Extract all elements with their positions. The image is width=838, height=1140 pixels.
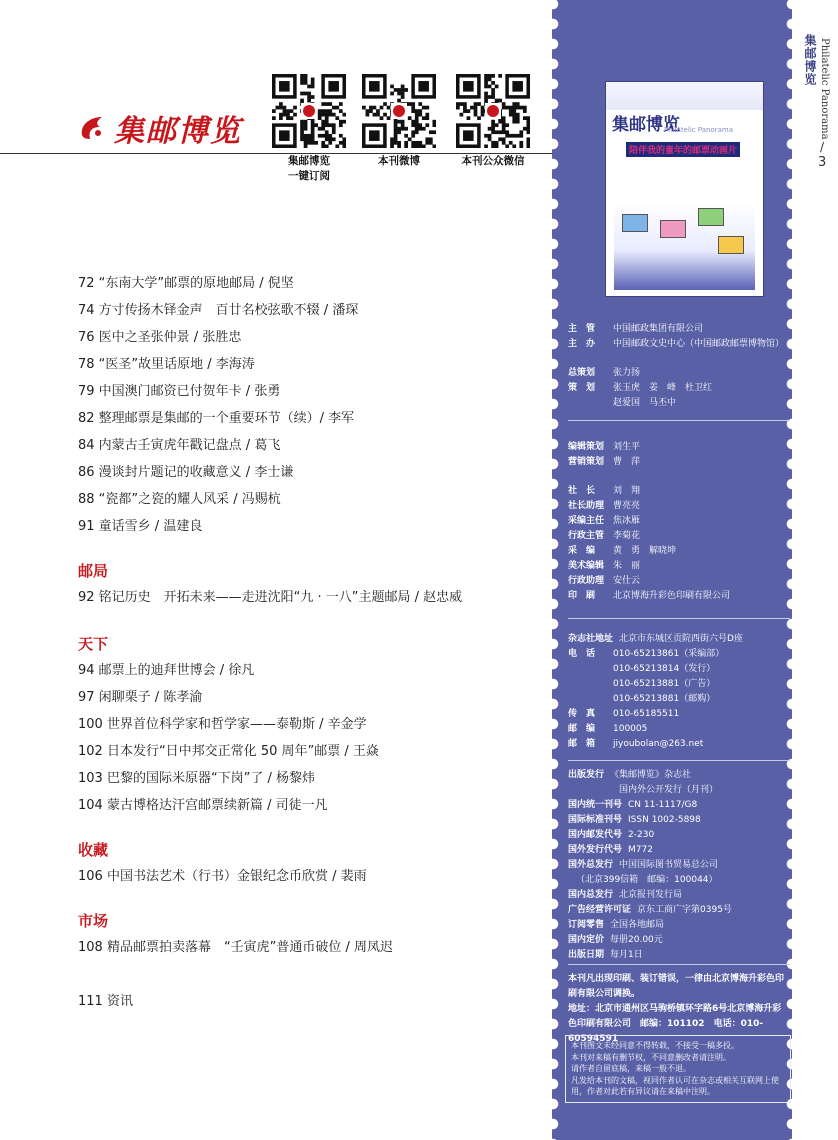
cover-stamp-image: [718, 236, 744, 254]
qr-label-line1: 本刊公众微信: [461, 155, 525, 167]
imprint-key: 邮 编: [568, 724, 596, 734]
cover-header-band: [606, 82, 763, 110]
toc-item[interactable]: 84 内蒙古壬寅虎年戳记盘点 / 葛飞: [78, 438, 281, 453]
toc-item[interactable]: 94 邮票上的迪拜世博会 / 徐凡: [78, 663, 255, 678]
copyright-notice-box: [565, 1035, 791, 1103]
imprint-value: 北京市东城区贡院西街六号D座: [619, 634, 743, 644]
imprint-key: 国内统一刊号: [568, 800, 623, 810]
toc-item[interactable]: 74 方寸传扬木铎金声 百廿名校弦歌不辍 / 潘琛: [78, 303, 359, 318]
imprint-value: 黄 勇 解晓坤: [613, 546, 677, 556]
toc-item[interactable]: 76 医中之圣张仲景 / 张胜忠: [78, 330, 242, 345]
imprint-key: 主 办: [568, 339, 596, 349]
imprint-key: 总策划: [568, 368, 596, 378]
imprint-divider: [568, 964, 790, 965]
toc-item[interactable]: 72 “东南大学”邮票的原地邮局 / 倪坚: [78, 276, 294, 291]
imprint-key: 编辑策划: [568, 442, 605, 452]
section-heading-world: 天下: [78, 635, 109, 653]
imprint-key: 出版发行: [568, 770, 605, 780]
imprint-value: 刘 翔: [613, 486, 641, 496]
imprint-value: 北京博海升彩色印刷有限公司: [613, 591, 731, 601]
toc-item[interactable]: 102 日本发行“日中邦交正常化 50 周年”邮票 / 王焱: [78, 744, 379, 759]
imprint-value: 京东工商广字第0395号: [637, 905, 732, 915]
toc-item[interactable]: 108 精品邮票拍卖落幕 “壬寅虎”普通币破位 / 周凤迟: [78, 940, 394, 955]
section-heading-collection: 收藏: [78, 841, 109, 859]
imprint-key: 国外总发行: [568, 860, 614, 870]
magazine-cover[interactable]: [606, 82, 763, 296]
imprint-value: 李菊花: [613, 531, 641, 541]
imprint-value: 刘生平: [613, 442, 641, 452]
imprint-value: 010-65213881（邮购）: [613, 694, 716, 704]
logo-text: 集邮博览: [114, 114, 242, 149]
imprint-value: 全国各地邮局: [610, 920, 665, 930]
imprint-value: M772: [628, 845, 653, 855]
qr-code-icon[interactable]: [272, 74, 346, 148]
imprint-value: 010-65213881（广告）: [613, 679, 716, 689]
toc-item[interactable]: 111 资讯: [78, 994, 133, 1009]
vertical-title: [802, 34, 838, 140]
stamp-logo-icon: [78, 113, 108, 143]
imprint-value: 每月1日: [610, 950, 643, 960]
copyright-line: 凡发给本刊的文稿，视同作者认可在杂志或相关互联网上使用，作者对此若有异议请在来稿中注明。: [571, 1075, 779, 1096]
imprint-contact-block: [568, 632, 743, 752]
header-divider: [0, 153, 552, 154]
qr-label-line1: 集邮博览: [288, 155, 330, 167]
imprint-editing-block: [568, 440, 640, 470]
cover-title: 集邮博览: [612, 115, 680, 135]
imprint-value: 010-65185511: [613, 709, 680, 719]
imprint-key: 社长助理: [568, 501, 605, 511]
imprint-key: 美术编辑: [568, 561, 605, 571]
imprint-value: （北京399信箱 邮编：100044）: [576, 875, 718, 885]
toc-item[interactable]: 86 漫谈封片题记的收藏意义 / 李士谦: [78, 465, 294, 480]
imprint-key: 传 真: [568, 709, 596, 719]
imprint-key: 电 话: [568, 649, 596, 659]
cover-stamp-image: [622, 214, 648, 232]
qr-code-icon[interactable]: [456, 74, 530, 148]
qr-subscribe[interactable]: [268, 74, 350, 184]
imprint-value: 张力扬: [613, 368, 641, 378]
imprint-key: 国外发行代号: [568, 845, 623, 855]
magazine-logo: [78, 106, 242, 150]
imprint-value: 国内外公开发行（月刊）: [619, 785, 719, 795]
toc-item[interactable]: 103 巴黎的国际米原器“下岗”了 / 杨黎炜: [78, 771, 316, 786]
copyright-line: 本刊图文未经同意不得转载，不接受一稿多投。: [571, 1041, 739, 1050]
imprint-value: 安仕云: [613, 576, 641, 586]
qr-label-line1: 本刊微博: [378, 155, 420, 167]
printer-address: 地址：北京市通州区马驹桥镇环字路6号北京博海升彩色印刷有限公司 邮编：101102 电话：010-60594591: [568, 1004, 782, 1044]
imprint-value: ISSN 1002-5898: [628, 815, 701, 825]
imprint-key: 杂志社地址: [568, 634, 614, 644]
imprint-key: 邮 箱: [568, 739, 596, 749]
imprint-key: 行政助理: [568, 576, 605, 586]
cover-illustration: [614, 202, 755, 290]
imprint-sponsor-block: [568, 322, 784, 352]
qr-wechat[interactable]: [452, 74, 534, 169]
table-of-contents: [78, 270, 538, 1015]
imprint-key: 出版日期: [568, 950, 605, 960]
side-strip: [792, 0, 838, 1140]
imprint-value: CN 11-1117/G8: [628, 800, 698, 810]
imprint-key: 主 管: [568, 324, 596, 334]
qr-label-line2: 一键订阅: [288, 170, 330, 182]
imprint-value: 中国国际图书贸易总公司: [619, 860, 719, 870]
imprint-key: 社 长: [568, 486, 596, 496]
imprint-value: 中国邮政集团有限公司: [613, 324, 704, 334]
imprint-value: 曹亮亮: [613, 501, 641, 511]
imprint-key: 采 编: [568, 546, 596, 556]
imprint-divider: [568, 420, 790, 421]
imprint-publishing-block: [568, 768, 732, 963]
imprint-key: 采编主任: [568, 516, 605, 526]
toc-item[interactable]: 97 闲聊栗子 / 陈孝渝: [78, 690, 203, 705]
toc-item[interactable]: 82 整理邮票是集邮的一个重要环节（续）/ 李军: [78, 411, 355, 426]
imprint-value: 朱 丽: [613, 561, 641, 571]
qr-code-icon[interactable]: [362, 74, 436, 148]
toc-item[interactable]: 79 中国澳门邮资已付贺年卡 / 张勇: [78, 384, 281, 399]
imprint-key: 订阅零售: [568, 920, 605, 930]
imprint-divider: [568, 760, 790, 761]
imprint-key: 印 刷: [568, 591, 596, 601]
imprint-value: 曹 萍: [613, 457, 641, 467]
cover-stamp-image: [698, 208, 724, 226]
imprint-value: 焦冰雁: [613, 516, 641, 526]
page-number: 3: [818, 155, 827, 170]
imprint-staff-block: [568, 484, 730, 604]
section-heading-market: 市场: [78, 912, 109, 930]
imprint-value: 010-65213814（发行）: [613, 664, 716, 674]
imprint-value: 2-230: [628, 830, 655, 840]
toc-item[interactable]: 100 世界首位科学家和哲学家——泰勒斯 / 辛金学: [78, 717, 367, 732]
cover-stamp-image: [660, 220, 686, 238]
imprint-divider: [568, 618, 790, 619]
imprint-value: 中国邮政文史中心（中国邮政邮票博物馆）: [613, 339, 785, 349]
imprint-key: 国际标准刊号: [568, 815, 623, 825]
imprint-key: 广告经营许可证: [568, 905, 632, 915]
imprint-key: 国内总发行: [568, 890, 614, 900]
imprint-value: 每册20.00元: [610, 935, 663, 945]
imprint-value: 010-65213861（采编部）: [613, 649, 725, 659]
imprint-value: 《集邮博览》杂志社: [610, 770, 692, 780]
toc-item[interactable]: 78 “医圣”故里话原地 / 李海涛: [78, 357, 255, 372]
imprint-planning-block: [568, 366, 712, 411]
imprint-value: 张玉虎 姜 峰 杜卫红: [613, 383, 713, 393]
copyright-line: 本刊对来稿有删节权，不同意删改者请注明。: [571, 1052, 731, 1062]
cover-subtitle: Philatelic Panorama: [664, 126, 734, 134]
imprint-key: 国内邮发代号: [568, 830, 623, 840]
copyright-line: 请作者自留底稿，来稿一般不退。: [571, 1064, 691, 1073]
page-separator: /: [820, 140, 825, 154]
cover-feature-headline: 陪伴我的童年的邮票动画片: [626, 142, 740, 157]
section-heading-post-office: 邮局: [78, 562, 109, 580]
qr-weibo[interactable]: [358, 74, 440, 169]
imprint-key: 策 划: [568, 383, 596, 393]
imprint-value: 100005: [613, 724, 648, 734]
imprint-key: 营销策划: [568, 457, 605, 467]
imprint-key: 国内定价: [568, 935, 605, 945]
email-value[interactable]: jiyoubolan@263.net: [613, 739, 704, 749]
imprint-value: 北京报刊发行局: [619, 890, 683, 900]
toc-item[interactable]: 106 中国书法艺术（行书）金银纪念币欣赏 / 裴雨: [78, 869, 367, 884]
vertical-english-title: Philatelic Panorama: [819, 38, 830, 140]
imprint-value: 赵爱国 马丕中: [613, 398, 677, 408]
imprint-key: 行政主管: [568, 531, 605, 541]
toc-item[interactable]: 104 蒙古博格达汗宫邮票续新篇 / 司徒一凡: [78, 798, 328, 813]
printing-notice-text: 本刊凡出现印刷、装订错误，一律由北京博海升彩色印刷有限公司调换。: [568, 974, 785, 999]
toc-item[interactable]: 91 童话雪乡 / 温建良: [78, 519, 203, 534]
toc-item[interactable]: 88 “瓷都”之瓷的耀人风采 / 冯赐杭: [78, 492, 281, 507]
vertical-logo: 集邮博览: [803, 34, 817, 86]
stamp-perforation-left: [546, 0, 560, 1140]
toc-item[interactable]: 92 铭记历史 开拓未来——走进沈阳“九 · 一八”主题邮局 / 赵忠威: [78, 590, 463, 605]
